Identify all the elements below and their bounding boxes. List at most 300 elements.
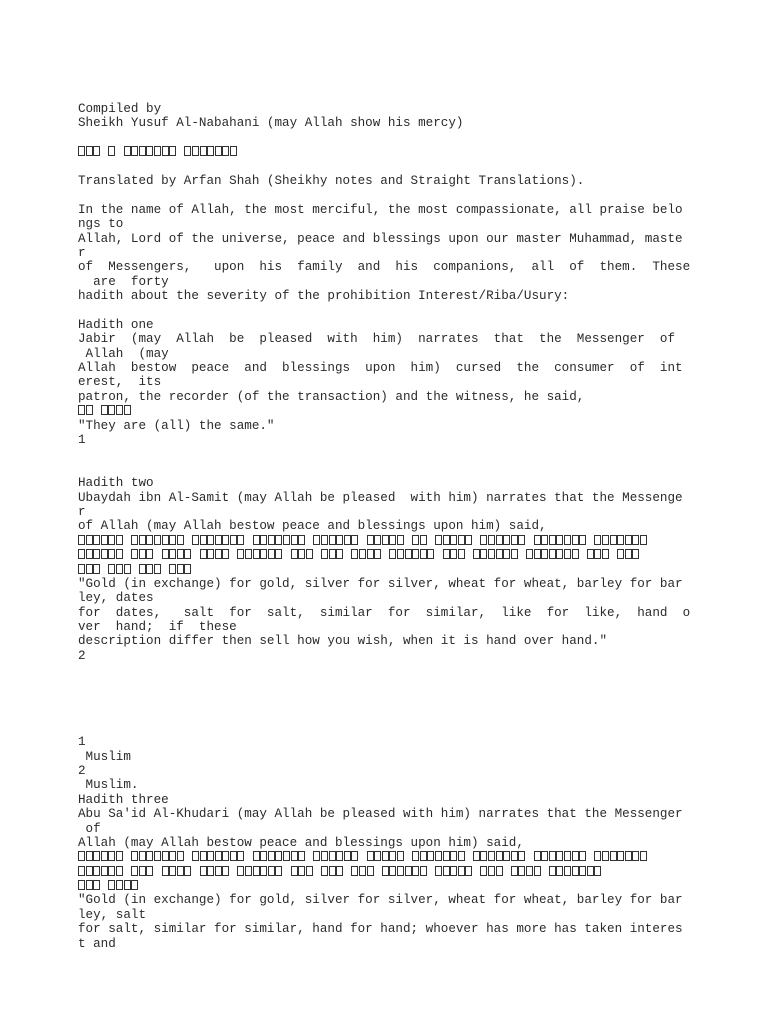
missing-glyph-box [253,851,260,861]
missing-glyph-box [146,564,153,574]
missing-glyph-box [116,880,123,890]
missing-glyph-line [78,548,698,562]
missing-glyph-box [260,549,267,559]
text-line: Sheikh Yusuf Al-Nabahani (may Allah show his mercy) [78,116,464,131]
missing-glyph-box [306,549,313,559]
missing-glyph-box [450,866,457,876]
missing-glyph-box [549,535,556,545]
missing-glyph-box [78,564,85,574]
missing-glyph-box [443,866,450,876]
missing-glyph-box [587,549,594,559]
missing-glyph-box [139,866,146,876]
missing-glyph-box [420,866,427,876]
missing-glyph-box [169,564,176,574]
missing-glyph-box [367,549,374,559]
missing-glyph-box [480,535,487,545]
missing-glyph-box [207,549,214,559]
missing-glyph-line [78,145,698,159]
text-line: 1 [78,735,86,750]
missing-glyph-box [594,535,601,545]
missing-glyph-box [184,564,191,574]
missing-glyph-box [215,851,222,861]
missing-glyph-box [496,549,503,559]
text-line: Muslim. [78,778,139,793]
missing-glyph-box [101,549,108,559]
text-line: patron, the recorder (of the transaction) and the witness, he said, [78,389,585,404]
missing-glyph-box [200,549,207,559]
missing-glyph-box [200,866,207,876]
missing-glyph-box [518,866,525,876]
missing-glyph-box [465,535,472,545]
text-line: "Gold (in exchange) for gold, silver for silver, wheat for wheat, barley for bar [78,576,683,591]
missing-glyph-box [587,866,594,876]
missing-glyph-box [162,549,169,559]
missing-glyph-box [93,564,100,574]
missing-glyph-line [78,404,698,418]
missing-glyph-box [564,851,571,861]
missing-glyph-box [450,851,457,861]
missing-glyph-box [321,549,328,559]
missing-glyph-box [397,535,404,545]
text-line: "Gold (in exchange) for gold, silver for silver, wheat for wheat, barley for bar [78,893,683,908]
missing-glyph-box [78,851,85,861]
missing-glyph-box [184,866,191,876]
text-line: Abu Sa'id Al-Khudari (may Allah be pleased with him) narrates that the Messenger [78,807,683,822]
missing-glyph-box [473,549,480,559]
missing-glyph-box [78,146,85,156]
missing-glyph-box [108,880,115,890]
missing-glyph-box [488,549,495,559]
missing-glyph-box [86,851,93,861]
missing-glyph-box [382,866,389,876]
missing-glyph-box [116,564,123,574]
missing-glyph-box [412,866,419,876]
missing-glyph-box [177,866,184,876]
missing-glyph-box [503,535,510,545]
missing-glyph-box [405,866,412,876]
missing-glyph-box [594,549,601,559]
missing-glyph-box [192,851,199,861]
missing-glyph-box [154,851,161,861]
missing-glyph-box [488,851,495,861]
missing-glyph-box [124,564,131,574]
missing-glyph-box [139,851,146,861]
missing-glyph-box [534,851,541,861]
missing-glyph-box [450,549,457,559]
missing-glyph-box [412,851,419,861]
missing-glyph-box [382,535,389,545]
missing-glyph-box [465,866,472,876]
missing-glyph-box [367,851,374,861]
missing-glyph-box [222,549,229,559]
missing-glyph-box [556,851,563,861]
missing-glyph-box [313,851,320,861]
missing-glyph-box [207,146,214,156]
missing-glyph-box [610,535,617,545]
missing-glyph-box [632,549,639,559]
missing-glyph-box [405,549,412,559]
missing-glyph-box [412,535,419,545]
missing-glyph-box [169,146,176,156]
blank-line [78,303,698,317]
missing-glyph-box [283,851,290,861]
missing-glyph-box [572,851,579,861]
missing-glyph-box [177,549,184,559]
missing-glyph-box [215,549,222,559]
missing-glyph-box [488,535,495,545]
missing-glyph-box [534,866,541,876]
missing-glyph-box [78,549,85,559]
missing-glyph-box [351,549,358,559]
missing-glyph-box [443,535,450,545]
missing-glyph-box [496,866,503,876]
missing-glyph-box [329,549,336,559]
missing-glyph-box [291,549,298,559]
missing-glyph-box [268,549,275,559]
missing-glyph-box [245,549,252,559]
missing-glyph-box [86,549,93,559]
missing-glyph-box [200,535,207,545]
missing-glyph-box [215,146,222,156]
missing-glyph-box [594,851,601,861]
missing-glyph-box [617,535,624,545]
missing-glyph-box [101,405,108,415]
missing-glyph-box [344,851,351,861]
missing-glyph-box [572,866,579,876]
missing-glyph-box [480,851,487,861]
missing-glyph-box [458,851,465,861]
missing-glyph-box [610,851,617,861]
missing-glyph-box [458,535,465,545]
missing-glyph-box [253,549,260,559]
text-line: 2 [78,763,86,778]
missing-glyph-box [511,549,518,559]
text-line: hadith about the severity of the prohibition Interest/Riba/Usury: [78,289,570,304]
missing-glyph-box [420,535,427,545]
missing-glyph-box [602,851,609,861]
text-line: ley, salt [78,907,147,922]
missing-glyph-box [268,866,275,876]
missing-glyph-box [298,535,305,545]
missing-glyph-box [549,851,556,861]
blank-line [78,692,698,706]
blank-line [78,131,698,145]
missing-glyph-box [131,535,138,545]
missing-glyph-box [496,851,503,861]
missing-glyph-box [488,866,495,876]
missing-glyph-box [329,851,336,861]
text-line: Allah bestow peace and blessings upon him) cursed the consumer of int [78,361,683,376]
missing-glyph-box [275,549,282,559]
missing-glyph-box [450,535,457,545]
missing-glyph-box [237,866,244,876]
text-line: 1 [78,432,86,447]
text-line: Allah, Lord of the universe, peace and blessings upon our master Muhammad, maste [78,231,683,246]
missing-glyph-box [291,851,298,861]
missing-glyph-box [397,851,404,861]
missing-glyph-box [108,564,115,574]
missing-glyph-box [108,146,115,156]
missing-glyph-box [146,146,153,156]
missing-glyph-box [86,405,93,415]
missing-glyph-box [625,549,632,559]
missing-glyph-box [207,851,214,861]
missing-glyph-box [632,851,639,861]
missing-glyph-box [321,851,328,861]
missing-glyph-box [579,851,586,861]
missing-glyph-box [131,549,138,559]
missing-glyph-box [268,851,275,861]
missing-glyph-box [351,851,358,861]
missing-glyph-box [367,535,374,545]
missing-glyph-box [108,405,115,415]
missing-glyph-box [86,866,93,876]
missing-glyph-box [534,549,541,559]
missing-glyph-box [222,866,229,876]
text-line: r [78,504,86,519]
missing-glyph-box [541,549,548,559]
missing-glyph-box [382,851,389,861]
missing-glyph-box [435,851,442,861]
missing-glyph-box [101,535,108,545]
blank-line [78,663,698,677]
missing-glyph-box [78,866,85,876]
missing-glyph-line [78,879,698,893]
text-line: t and [78,936,116,951]
missing-glyph-box [549,866,556,876]
missing-glyph-box [116,549,123,559]
missing-glyph-box [124,146,131,156]
missing-glyph-box [146,535,153,545]
missing-glyph-box [617,851,624,861]
text-line: "They are (all) the same." [78,418,275,433]
missing-glyph-box [283,535,290,545]
missing-glyph-box [116,866,123,876]
missing-glyph-box [389,535,396,545]
text-line: Compiled by [78,102,162,116]
text-line: ngs to [78,217,124,232]
missing-glyph-box [420,851,427,861]
missing-glyph-box [336,549,343,559]
missing-glyph-line [78,865,698,879]
missing-glyph-box [496,535,503,545]
blank-line [78,188,698,202]
missing-glyph-box [367,866,374,876]
missing-glyph-box [116,535,123,545]
missing-glyph-box [412,549,419,559]
missing-glyph-box [344,535,351,545]
missing-glyph-line [78,534,698,548]
text-line: Hadith two [78,476,154,491]
missing-glyph-box [275,535,282,545]
missing-glyph-box [169,851,176,861]
missing-glyph-box [215,866,222,876]
missing-glyph-box [116,851,123,861]
missing-glyph-box [351,535,358,545]
text-line: r [78,245,86,260]
missing-glyph-box [253,866,260,876]
missing-glyph-box [526,866,533,876]
text-line: Translated by Arfan Shah (Sheikhy notes and Straight Translations). [78,173,585,188]
missing-glyph-box [86,146,93,156]
missing-glyph-box [169,866,176,876]
blank-line [78,721,698,735]
missing-glyph-box [549,549,556,559]
missing-glyph-box [146,851,153,861]
missing-glyph-box [298,549,305,559]
missing-glyph-box [131,146,138,156]
missing-glyph-box [518,535,525,545]
text-line: Hadith one [78,317,154,332]
missing-glyph-box [131,851,138,861]
text-line: ver hand; if these [78,620,237,635]
missing-glyph-box [298,851,305,861]
missing-glyph-box [564,535,571,545]
missing-glyph-box [511,535,518,545]
text-line: of [78,821,101,836]
missing-glyph-box [139,564,146,574]
missing-glyph-box [556,549,563,559]
missing-glyph-box [443,549,450,559]
missing-glyph-box [336,851,343,861]
missing-glyph-box [154,535,161,545]
text-line: of Allah (may Allah bestow peace and blessings upon him) said, [78,519,547,534]
missing-glyph-box [162,146,169,156]
missing-glyph-box [435,866,442,876]
missing-glyph-box [640,851,647,861]
missing-glyph-box [313,535,320,545]
missing-glyph-box [572,549,579,559]
blank-line [78,160,698,174]
missing-glyph-box [443,851,450,861]
missing-glyph-box [329,535,336,545]
missing-glyph-box [200,851,207,861]
missing-glyph-box [192,535,199,545]
missing-glyph-box [511,866,518,876]
missing-glyph-box [306,866,313,876]
missing-glyph-box [131,880,138,890]
missing-glyph-box [458,549,465,559]
missing-glyph-box [139,549,146,559]
text-line: Allah (may Allah bestow peace and blessings upon him) said, [78,835,524,850]
missing-glyph-box [534,535,541,545]
missing-glyph-box [177,535,184,545]
text-line: Muslim [78,749,131,764]
missing-glyph-box [86,564,93,574]
missing-glyph-box [625,851,632,861]
missing-glyph-box [222,535,229,545]
missing-glyph-box [397,866,404,876]
missing-glyph-box [503,851,510,861]
missing-glyph-box [101,851,108,861]
missing-glyph-box [116,405,123,415]
missing-glyph-box [579,866,586,876]
text-line: Jabir (may Allah be pleased with him) narrates that the Messenger of [78,332,676,347]
missing-glyph-box [602,535,609,545]
missing-glyph-box [146,866,153,876]
blank-line [78,447,698,461]
missing-glyph-box [162,851,169,861]
missing-glyph-box [169,535,176,545]
missing-glyph-box [275,851,282,861]
text-line: 2 [78,648,86,663]
missing-glyph-box [473,851,480,861]
missing-glyph-box [237,535,244,545]
missing-glyph-box [617,549,624,559]
missing-glyph-box [78,880,85,890]
missing-glyph-box [625,535,632,545]
missing-glyph-box [139,535,146,545]
text-line: Hadith three [78,792,169,807]
missing-glyph-box [207,866,214,876]
text-line: Ubaydah ibn Al-Samit (may Allah be pleased with him) narrates that the Messenge [78,490,683,505]
missing-glyph-box [435,535,442,545]
missing-glyph-box [564,549,571,559]
missing-glyph-box [275,866,282,876]
missing-glyph-box [139,146,146,156]
missing-glyph-box [260,866,267,876]
missing-glyph-box [230,851,237,861]
missing-glyph-box [503,549,510,559]
missing-glyph-box [215,535,222,545]
missing-glyph-box [579,535,586,545]
text-line: for dates, salt for salt, similar for similar, like for like, hand o [78,605,691,620]
missing-glyph-box [260,535,267,545]
missing-glyph-box [192,146,199,156]
missing-glyph-box [237,549,244,559]
missing-glyph-box [518,851,525,861]
missing-glyph-box [374,549,381,559]
missing-glyph-box [108,866,115,876]
missing-glyph-box [124,880,131,890]
missing-glyph-box [556,866,563,876]
missing-glyph-box [526,549,533,559]
missing-glyph-box [389,549,396,559]
missing-glyph-box [427,851,434,861]
missing-glyph-box [632,535,639,545]
missing-glyph-box [564,866,571,876]
missing-glyph-box [336,866,343,876]
missing-glyph-box [177,851,184,861]
missing-glyph-box [154,564,161,574]
missing-glyph-box [237,851,244,861]
missing-glyph-box [511,851,518,861]
missing-glyph-box [230,535,237,545]
text-line: for salt, similar for similar, hand for hand; whoever has more has taken interes [78,922,683,937]
missing-glyph-box [93,549,100,559]
missing-glyph-box [108,535,115,545]
missing-glyph-box [78,535,85,545]
missing-glyph-box [268,535,275,545]
text-line: ley, dates [78,591,154,606]
blank-line [78,706,698,720]
missing-glyph-box [640,535,647,545]
missing-glyph-box [321,535,328,545]
missing-glyph-box [93,851,100,861]
document-page [78,102,698,951]
missing-glyph-box [458,866,465,876]
missing-glyph-box [184,549,191,559]
missing-glyph-box [93,880,100,890]
missing-glyph-box [480,549,487,559]
missing-glyph-box [389,866,396,876]
missing-glyph-box [93,866,100,876]
blank-line [78,678,698,692]
missing-glyph-line [78,850,698,864]
missing-glyph-box [541,535,548,545]
missing-glyph-box [291,866,298,876]
text-line: Allah (may [78,346,169,361]
